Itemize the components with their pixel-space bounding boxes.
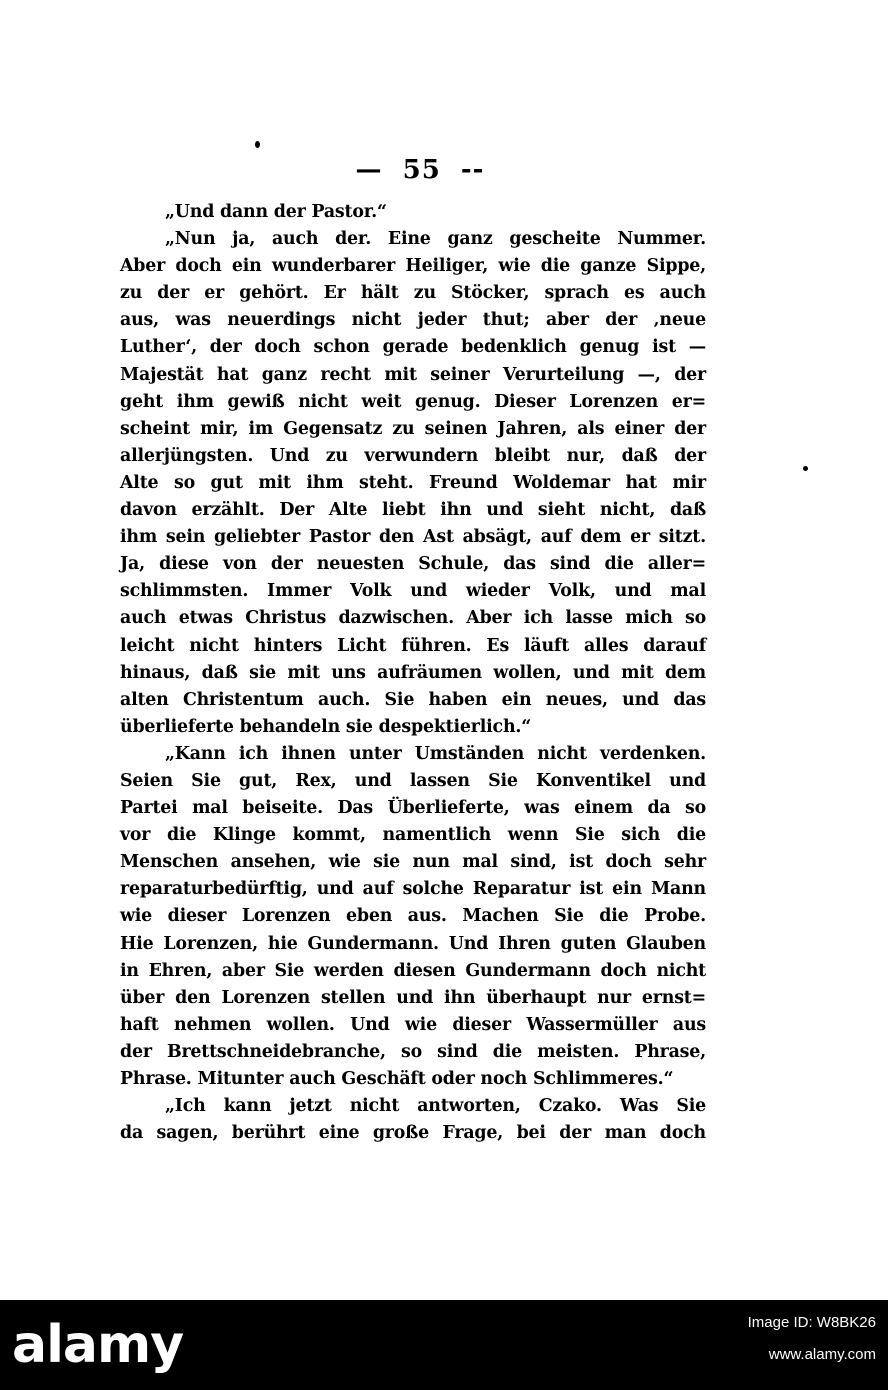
stray-ink-dot xyxy=(255,141,260,148)
text-line: wie dieser Lorenzen eben aus. Machen Sie die Probe. xyxy=(120,906,706,927)
text-line: auch etwas Christus dazwischen. Aber ich lasse mich so xyxy=(120,608,706,629)
text-line: ihm sein geliebter Pastor den Ast absägt, auf dem er sitzt. xyxy=(120,527,706,548)
text-line: Alte so gut mit ihm steht. Freund Woldemar hat mir xyxy=(120,472,706,493)
text-line: „Ich kann jetzt nicht antworten, Czako. Was Sie xyxy=(165,1096,706,1117)
text-line: Menschen ansehen, wie sie nun mal sind, ist doch sehr xyxy=(120,852,706,873)
body-text xyxy=(120,199,706,1147)
text-line: hinaus, daß sie mit uns aufräumen wollen, und mit dem xyxy=(120,662,706,683)
text-line: schlimmsten. Immer Volk und wieder Volk, und mal xyxy=(120,581,706,602)
text-line: Hie Lorenzen, hie Gundermann. Und Ihren guten Glauben xyxy=(120,933,706,954)
text-line: da sagen, berührt eine große Frage, bei der man doch xyxy=(120,1123,706,1144)
text-line: Phrase. Mitunter auch Geschäft oder noch Schlimmeres.“ xyxy=(120,1069,674,1089)
text-line: „Und dann der Pastor.“ xyxy=(165,202,387,222)
text-line: Ja, diese von der neuesten Schule, das sind die aller= xyxy=(120,554,706,575)
text-line: davon erzählt. Der Alte liebt ihn und sieht nicht, daß xyxy=(120,500,706,521)
alamy-logo: alamy xyxy=(12,1315,184,1375)
text-line: scheint mir, im Gegensatz zu seinen Jahren, als einer der xyxy=(120,418,706,439)
text-line: „Kann ich ihnen unter Umständen nicht verdenken. xyxy=(165,743,706,764)
text-line: allerjüngsten. Und zu verwundern bleibt nur, daß der xyxy=(120,445,706,466)
watermark-footer xyxy=(0,1300,888,1390)
text-line: in Ehren, aber Sie werden diesen Gundermann doch nicht xyxy=(120,960,706,981)
text-line: haft nehmen wollen. Und wie dieser Wassermüller aus xyxy=(120,1014,706,1035)
text-line: aus, was neuerdings nicht jeder thut; aber der ‚neue xyxy=(120,310,706,331)
text-line: vor die Klinge kommt, namentlich wenn Sie sich die xyxy=(120,825,706,846)
text-line: Luther‘, der doch schon gerade bedenklich genug ist — xyxy=(120,337,706,358)
text-line: leicht nicht hinters Licht führen. Es läuft alles darauf xyxy=(120,635,706,656)
site-url: www.alamy.com xyxy=(768,1346,876,1363)
text-line: geht ihm gewiß nicht weit genug. Dieser Lorenzen er= xyxy=(120,391,706,412)
text-line: reparaturbedürftig, und auf solche Reparatur ist ein Mann xyxy=(120,879,706,900)
text-line: Seien Sie gut, Rex, und lassen Sie Konventikel und xyxy=(120,770,706,791)
text-line: der Brettschneidebranche, so sind die meisten. Phrase, xyxy=(120,1041,706,1062)
image-id: Image ID: W8BK26 xyxy=(747,1314,876,1331)
text-line: alten Christentum auch. Sie haben ein neues, und das xyxy=(120,689,706,710)
text-line: Aber doch ein wunderbarer Heiliger, wie die ganze Sippe, xyxy=(120,256,706,277)
stray-ink-dot xyxy=(803,466,808,471)
text-line: „Nun ja, auch der. Eine ganz gescheite Nummer. xyxy=(165,229,706,250)
text-line: überlieferte behandeln sie despektierlich.“ xyxy=(120,716,532,737)
text-line: über den Lorenzen stellen und ihn überhaupt nur ernst= xyxy=(120,987,706,1008)
text-line: Partei mal beiseite. Das Überlieferte, was einem da so xyxy=(120,798,706,819)
page-number: — 55 -- xyxy=(355,155,485,185)
text-line: zu der er gehört. Er hält zu Stöcker, sprach es auch xyxy=(120,283,706,304)
text-line: Majestät hat ganz recht mit seiner Verurteilung —, der xyxy=(120,364,706,385)
